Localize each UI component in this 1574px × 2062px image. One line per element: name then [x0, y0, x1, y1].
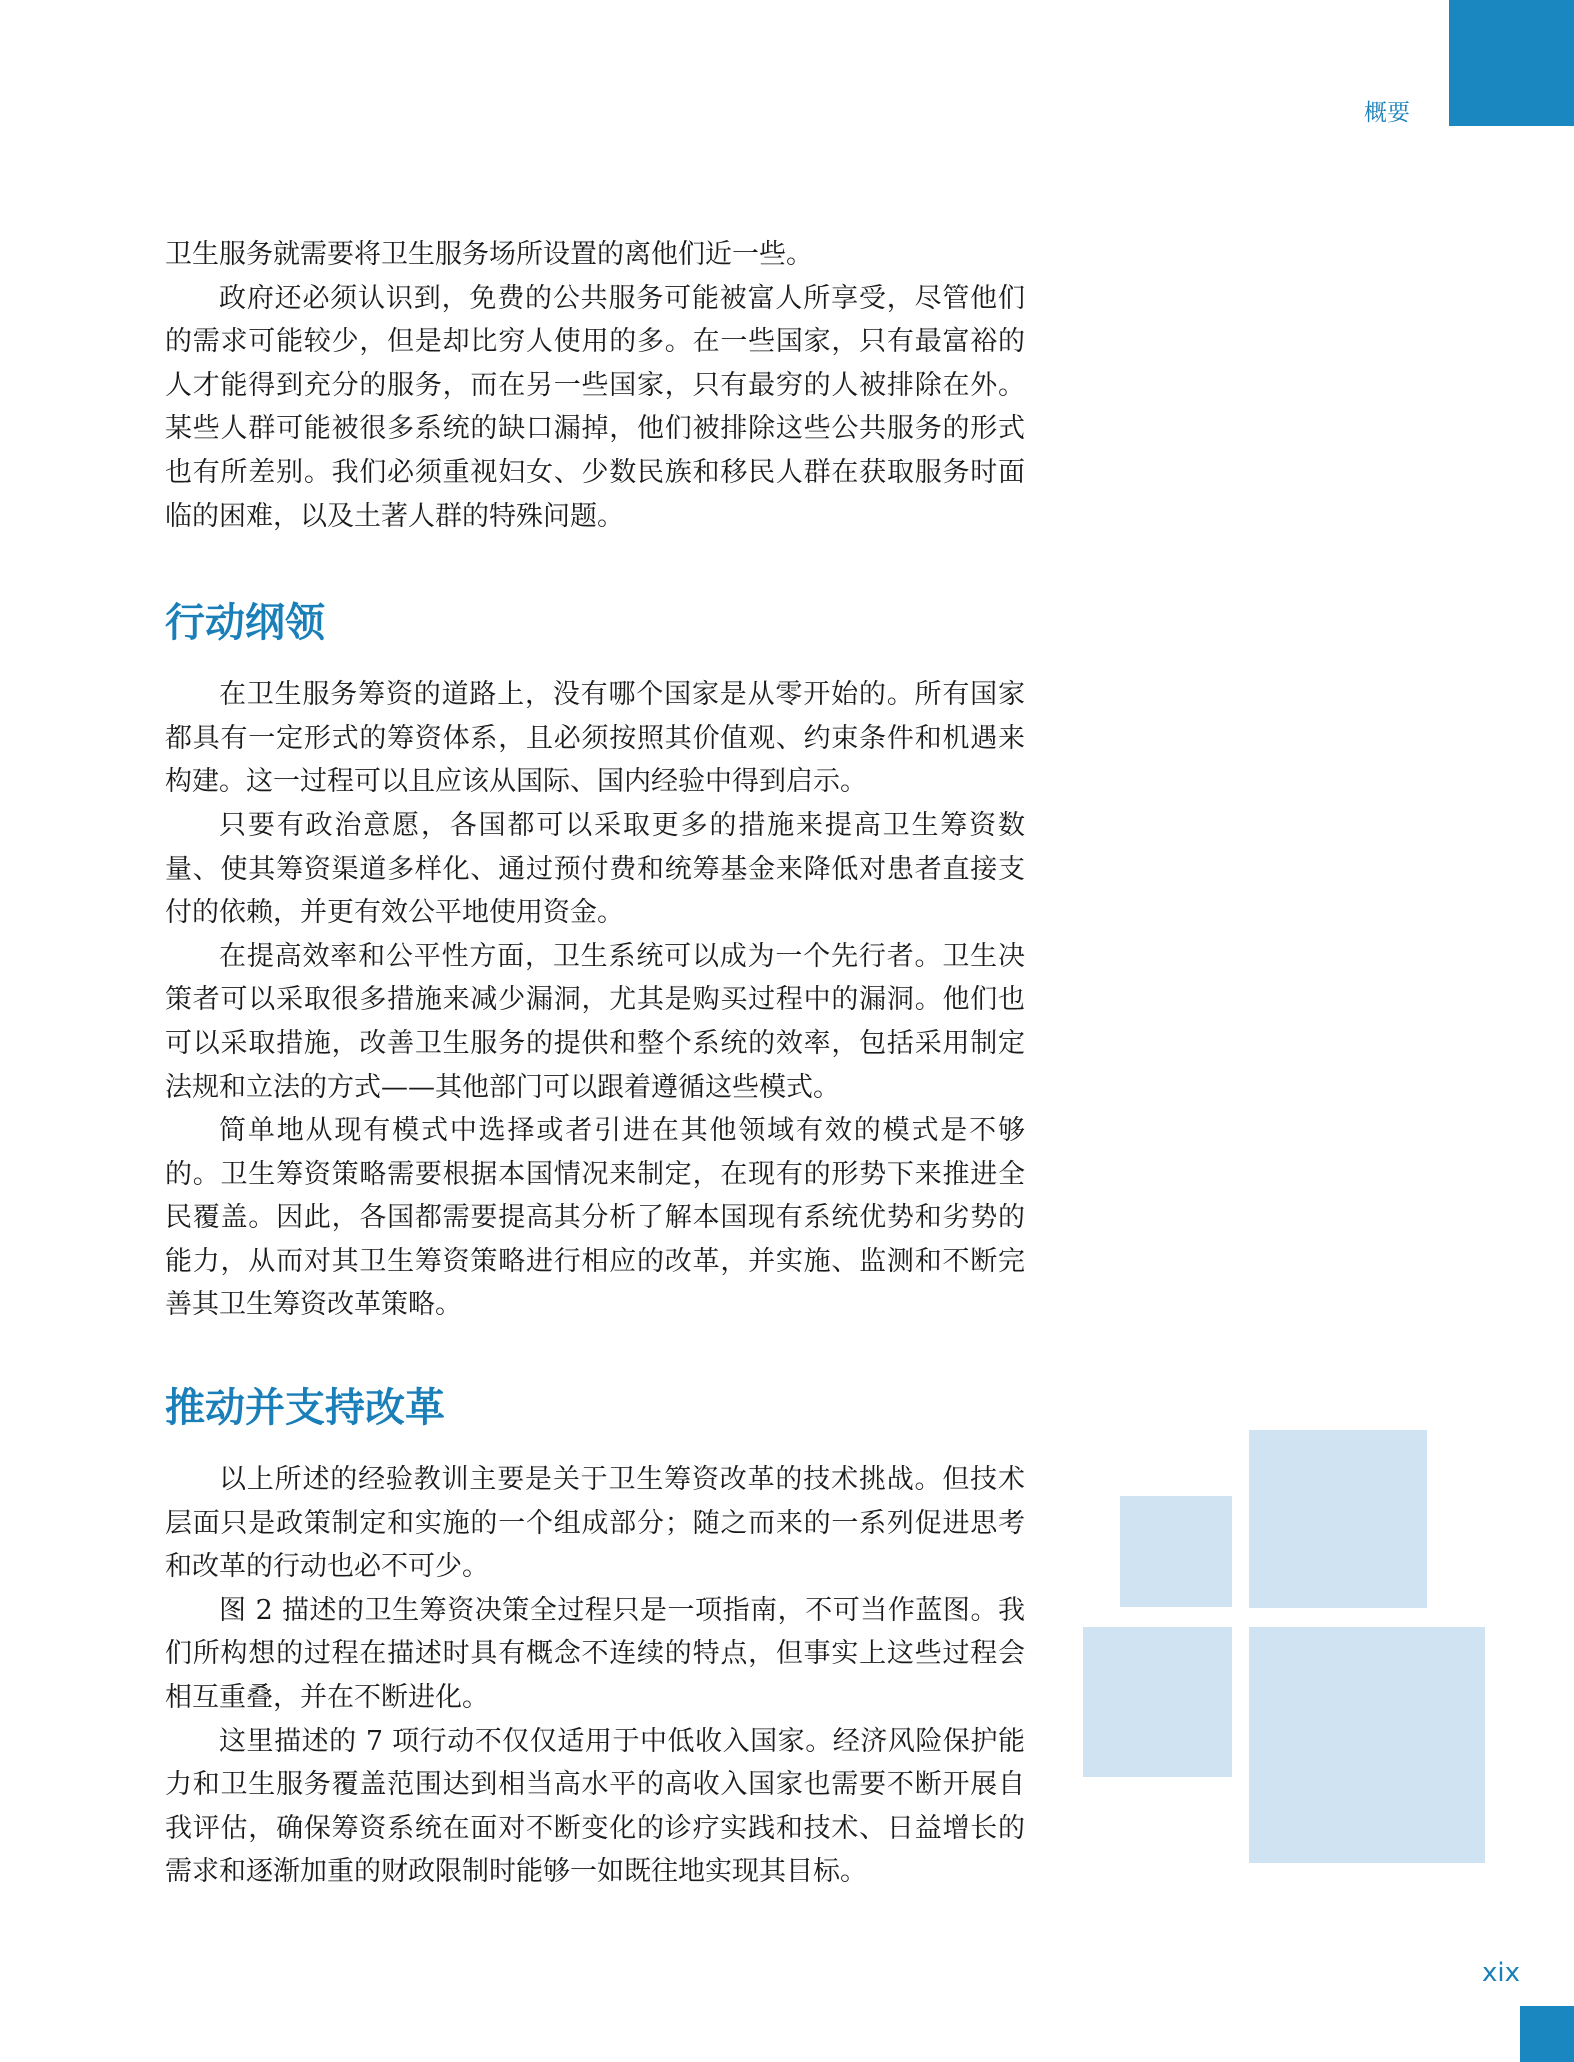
- body-paragraph: 在提高效率和公平性方面，卫生系统可以成为一个先行者。卫生决策者可以采取很多措施来减少漏洞，尤其是购买过程中的漏洞。他们也可以采取措施，改善卫生服务的提供和整个系统的效率，包括采用制定法规和立法的方式——其他部门可以跟着遵循这些模式。: [165, 940, 1025, 1103]
- body-paragraph: 在卫生服务筹资的道路上，没有哪个国家是从零开始的。所有国家都具有一定形式的筹资体系，且必须按照其价值观、约束条件和机遇来构建。这一过程可以且应该从国际、国内经验中得到启示。: [165, 679, 1025, 798]
- page-number: xix: [1482, 1958, 1520, 1988]
- decorative-square: [1249, 1627, 1485, 1863]
- section-heading: 推动并支持改革: [165, 1385, 445, 1432]
- running-header: 概要: [1364, 100, 1410, 126]
- corner-color-tab: [1449, 0, 1574, 126]
- body-paragraph: 以上所述的经验教训主要是关于卫生筹资改革的技术挑战。但技术层面只是政策制定和实施的一个组成部分；随之而来的一系列促进思考和改革的行动也必不可少。: [165, 1464, 1025, 1583]
- page-body: [165, 233, 1025, 1894]
- body-paragraph: 简单地从现有模式中选择或者引进在其他领域有效的模式是不够的。卫生筹资策略需要根据本国情况来制定，在现有的形势下来推进全民覆盖。因此，各国都需要提高其分析了解本国现有系统优势和劣势的能力，从而对其卫生筹资策略进行相应的改革，并实施、监测和不断完善其卫生筹资改革策略。: [165, 1115, 1025, 1321]
- body-paragraph: 卫生服务就需要将卫生服务场所设置的离他们近一些。: [165, 239, 813, 270]
- body-paragraph: 这里描述的 7 项行动不仅仅适用于中低收入国家。经济风险保护能力和卫生服务覆盖范围达到相当高水平的高收入国家也需要不断开展自我评估，确保筹资系统在面对不断变化的诊疗实践和技术、日益增长的需求和逐渐加重的财政限制时能够一如既往地实现其目标。: [165, 1725, 1025, 1888]
- decorative-square: [1249, 1430, 1427, 1608]
- decorative-square: [1120, 1496, 1232, 1607]
- bottom-color-tab: [1520, 2006, 1574, 2062]
- body-paragraph: 政府还必须认识到，免费的公共服务可能被富人所享受，尽管他们的需求可能较少，但是却比穷人使用的多。在一些国家，只有最富裕的人才能得到充分的服务，而在另一些国家，只有最穷的人被排除在外。某些人群可能被很多系统的缺口漏掉，他们被排除这些公共服务的形式也有所差别。我们必须重视妇女、少数民族和移民人群在获取服务时面临的困难，以及土著人群的特殊问题。: [165, 282, 1025, 532]
- section-heading: 行动纲领: [165, 600, 325, 647]
- body-paragraph: 图 2 描述的卫生筹资决策全过程只是一项指南，不可当作蓝图。我们所构想的过程在描述时具有概念不连续的特点，但事实上这些过程会相互重叠，并在不断进化。: [165, 1594, 1025, 1714]
- decorative-square: [1083, 1627, 1232, 1777]
- body-paragraph: 只要有政治意愿，各国都可以采取更多的措施来提高卫生筹资数量、使其筹资渠道多样化、通过预付费和统筹基金来降低对患者直接支付的依赖，并更有效公平地使用资金。: [165, 809, 1025, 929]
